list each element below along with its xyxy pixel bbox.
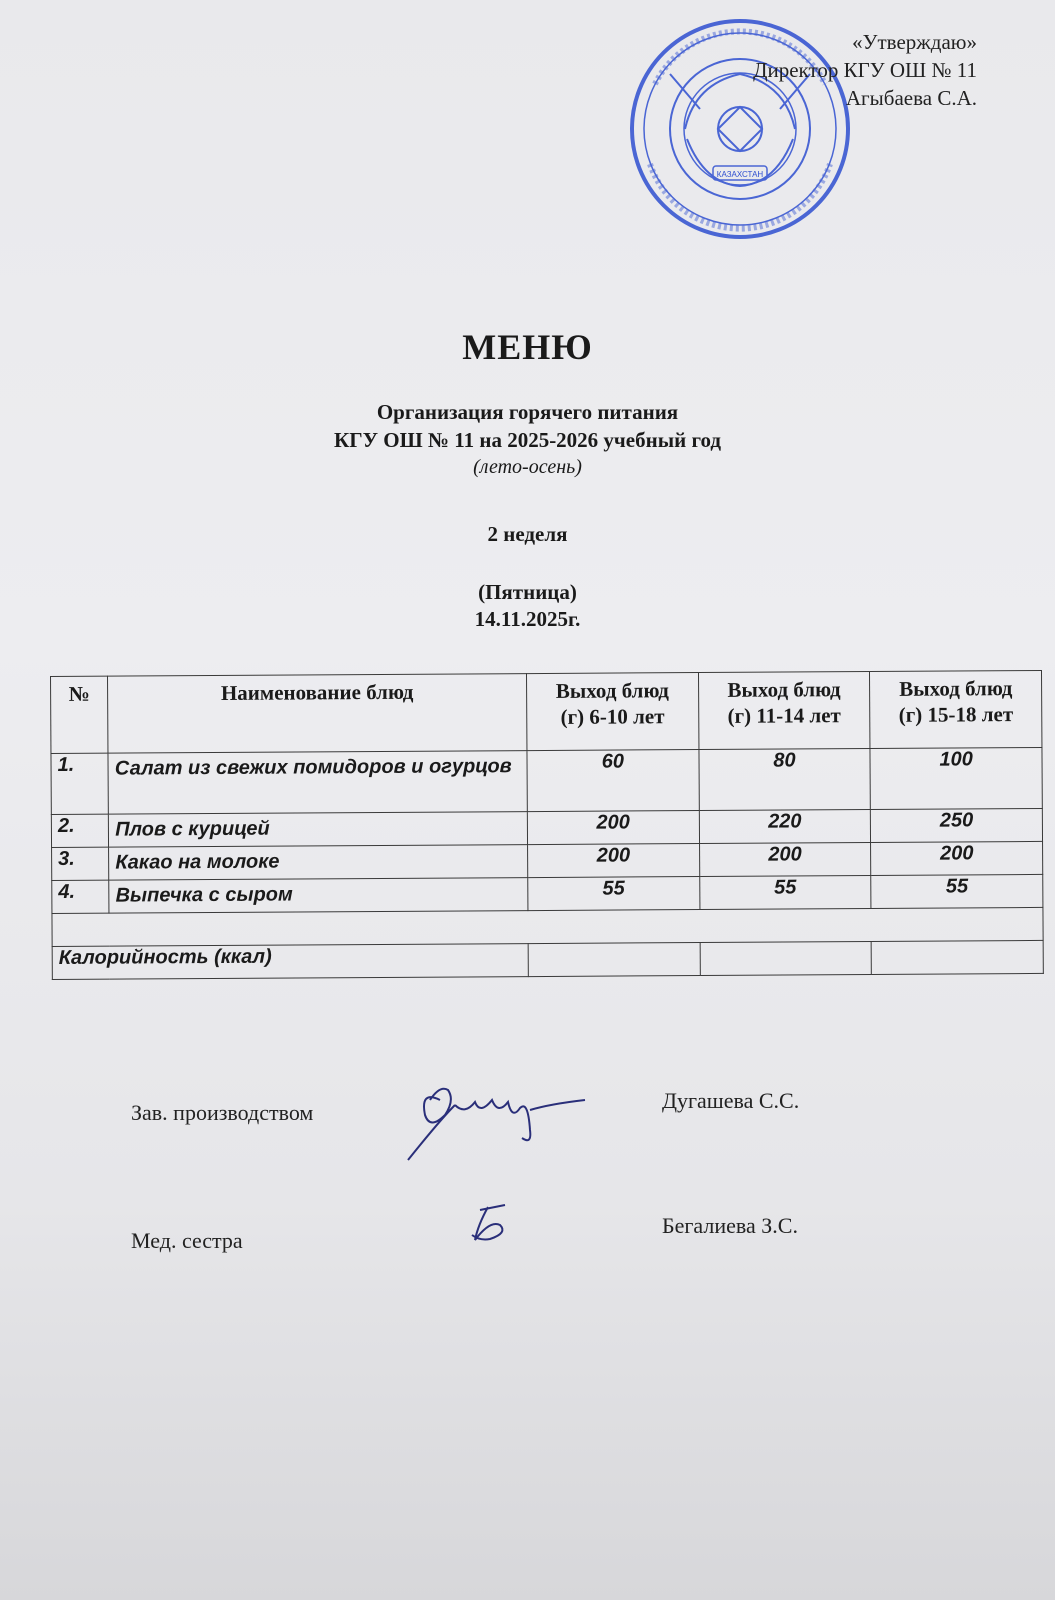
row-num: 4.: [52, 880, 109, 913]
page-title: МЕНЮ: [462, 327, 593, 367]
dish-name: Плов с курицей: [109, 812, 528, 848]
signature-1-icon: [400, 1060, 600, 1170]
calories-label: Калорийность (ккал): [52, 944, 528, 980]
svg-text:КАЗАХСТАН: КАЗАХСТАН: [716, 170, 764, 179]
value-6-10: 200: [527, 844, 699, 878]
value-6-10: 60: [527, 750, 699, 812]
value-11-14: 200: [699, 842, 871, 876]
dish-name: Выпечка с сыром: [109, 878, 528, 914]
season-label: (лето-осень): [473, 456, 582, 478]
row-num: 3.: [52, 847, 109, 880]
value-15-18: 55: [871, 874, 1043, 908]
calories-6-10: [528, 943, 700, 977]
date-label: 14.11.2025г.: [474, 607, 581, 631]
value-6-10: 200: [527, 811, 699, 845]
day-label: (Пятница): [478, 580, 577, 604]
subtitle-2: КГУ ОШ № 11 на 2025-2026 учебный год: [334, 428, 721, 452]
calories-15-18: [871, 940, 1043, 974]
signature-2-icon: [460, 1195, 520, 1250]
signature-name-1: Дугашева С.С.: [662, 1088, 800, 1113]
header-col-2: Выход блюд (г) 11-14 лет: [698, 671, 870, 749]
table-header-row: [51, 670, 1042, 753]
approval-line-3: Агыбаева С.А.: [845, 86, 977, 110]
value-11-14: 80: [699, 748, 871, 810]
approval-line-2: Директор КГУ ОШ № 11: [753, 58, 977, 82]
dish-name: Салат из свежих помидоров и огурцов: [108, 751, 527, 815]
signature-role-1: Зав. производством: [131, 1100, 314, 1125]
value-11-14: 55: [699, 875, 871, 909]
dish-name: Какао на молоке: [109, 845, 528, 881]
calories-11-14: [700, 941, 872, 975]
signature-name-2: Бегалиева З.С.: [662, 1213, 798, 1238]
header-col-3: Выход блюд (г) 15-18 лет: [870, 670, 1042, 748]
value-11-14: 220: [699, 809, 871, 843]
header-num: №: [51, 676, 109, 753]
approval-line-1: «Утверждаю»: [852, 30, 977, 54]
calories-row: [52, 940, 1043, 979]
week-label: 2 неделя: [487, 522, 568, 546]
table-row: [51, 747, 1042, 814]
header-name: Наименование блюд: [108, 674, 527, 754]
value-6-10: 55: [528, 877, 700, 911]
row-num: 2.: [51, 814, 108, 847]
header-col-1: Выход блюд (г) 6-10 лет: [526, 673, 698, 751]
value-15-18: 250: [871, 808, 1043, 842]
value-15-18: 200: [871, 841, 1043, 875]
menu-table: [50, 670, 1044, 980]
approval-block: [753, 28, 977, 112]
subtitle-1: Организация горячего питания: [376, 400, 679, 424]
signature-role-2: Мед. сестра: [131, 1228, 243, 1253]
value-15-18: 100: [870, 747, 1042, 809]
row-num: 1.: [51, 753, 109, 814]
